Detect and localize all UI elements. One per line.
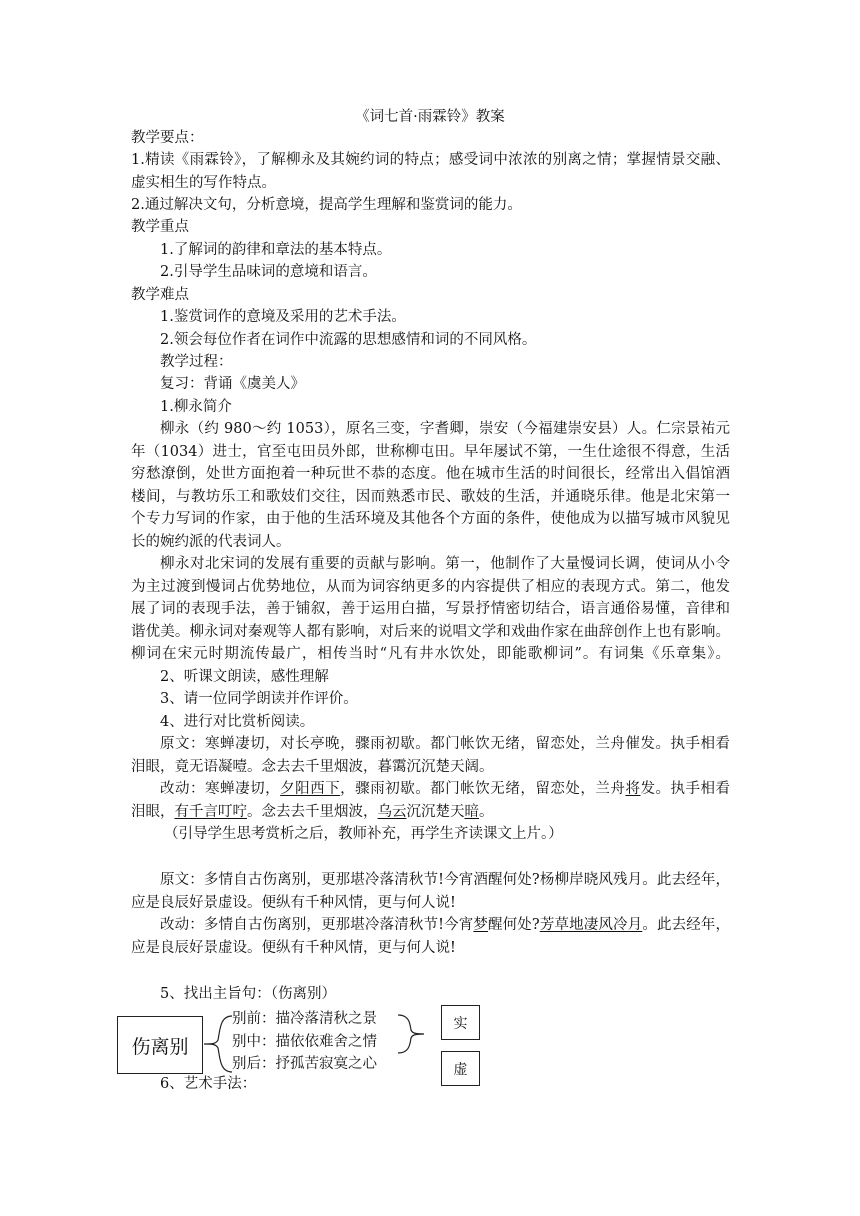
key-point-1-line-2: 虚实相生的写作特点。 — [131, 175, 276, 191]
difficulty-item-2: 2.领会每位作者在词作中流露的思想感情和词的不同风格。 — [160, 332, 537, 348]
bio-line-5: 个专力写词的作家，由于他的生活环境及其他各个方面的条件，使他成为以描写城市风貌见 — [131, 511, 730, 527]
mod1-l2-text-b: 。念去去千里烟波， — [247, 804, 378, 820]
bio-line-4: 楼间，与教坊乐工和歌妓们交往，因而熟悉市民、歌妓的生活，并通晓乐律。他是北宋第一 — [131, 489, 730, 505]
mod1-underline-1: 夕阳西下 — [280, 781, 341, 797]
focus-item-2: 2.引导学生品味词的意境和语言。 — [160, 264, 377, 280]
mod1-l2-underline-1: 有千言叮咛 — [174, 804, 247, 820]
document-title: 《词七首·雨霖铃》教案 — [355, 109, 505, 125]
mod1-underline-2: 将 — [625, 781, 641, 797]
real-box: 实 — [441, 1005, 480, 1040]
influence-line-1: 柳永对北宋词的发展有重要的贡献与影响。第一，他制作了大量慢词长调，使词从小令 — [160, 556, 730, 572]
intro-heading: 1.柳永简介 — [160, 399, 232, 415]
mod1-text-a: 改动：寒蝉凄切， — [160, 781, 281, 797]
mod1-l2-underline-3: 暗 — [464, 804, 479, 820]
mod1-text-c: 发。执手相看 — [640, 781, 731, 797]
branch-before: 别前：描冷落清秋之景 — [232, 1011, 377, 1027]
influence-line-4: 谐优美。柳永词对秦观等人都有影响，对后来的说唱文学和戏曲作家在曲辞创作上也有影响。 — [131, 624, 730, 640]
influence-line-3: 展了词的表现手法，善于铺叙，善于运用白描，写景抒情密切结合，语言通俗易懂，音律和 — [131, 601, 730, 617]
original-1-line-2: 泪眼，竟无语凝噎。念去去千里烟波，暮霭沉沉楚天阔。 — [131, 759, 494, 775]
mod2-text-a: 改动：多情自古伤离别，更那堪冷落清秋节!今宵 — [160, 917, 474, 933]
virtual-box: 虚 — [441, 1051, 480, 1086]
original-1-line-1: 原文：寒蝉凄切，对长亭晚，骤雨初歇。都门帐饮无绪，留恋处，兰舟催发。执手相看 — [160, 736, 730, 752]
teacher-note: （引导学生思考赏析之后，教师补充，再学生齐读课文上片。） — [164, 826, 563, 842]
influence-line-2: 为主过渡到慢词占优势地位，从而为词容纳更多的内容提供了相应的表现方式。第二，他发 — [131, 579, 730, 595]
mod1-l2-text-d: 。 — [479, 804, 494, 820]
key-point-2: 2.通过解决文句，分析意境，提高学生理解和鉴赏词的能力。 — [131, 197, 522, 213]
bio-line-1: 柳永（约 980～约 1053），原名三变，字耆卿，崇安（今福建崇安县）人。仁宗景祐元 — [160, 421, 730, 437]
step-5: 5、找出主旨句：（伤离别） — [160, 986, 336, 1002]
left-brace — [204, 1016, 232, 1072]
right-brace — [398, 1015, 424, 1053]
review-line: 复习：背诵《虞美人》 — [160, 376, 305, 392]
step-3: 3、请一位同学朗读并作评价。 — [160, 691, 358, 707]
original-2-line-2: 应是良辰好景虚设。便纵有千种风情，更与何人说! — [131, 895, 456, 911]
mod2-text-c: 。此去经年， — [642, 917, 731, 933]
key-points-heading: 教学要点： — [131, 130, 204, 146]
mod1-text-b: ，骤雨初歇。都门帐饮无绪，留恋处，兰舟 — [340, 781, 626, 797]
bio-line-6: 长的婉约派的代表词人。 — [131, 534, 291, 550]
mod2-text-b: 醒何处? — [488, 917, 540, 933]
mod1-l2-underline-2: 乌云 — [377, 804, 407, 820]
original-2-line-1: 原文：多情自古伤离别，更那堪冷落清秋节!今宵酒醒何处?杨柳岸晓风残月。此去经年， — [160, 872, 730, 888]
key-point-1-line-1: 1.精读《雨霖铃》，了解柳永及其婉约词的特点；感受词中浓浓的别离之情；掌握情景交融、 — [131, 152, 730, 168]
process-heading: 教学过程： — [160, 354, 233, 370]
theme-box: 伤离别 — [117, 1016, 203, 1074]
mod1-l2-text-c: 沉沉楚天 — [406, 804, 465, 820]
mod2-underline-1: 梦 — [473, 917, 489, 933]
branch-after: 别后：抒孤苦寂寞之心 — [232, 1056, 377, 1072]
modified-2-line-2: 应是良辰好景虚设。便纵有千种风情，更与何人说! — [131, 940, 456, 956]
mod1-l2-text-a: 泪眼， — [131, 804, 175, 820]
bio-line-3: 穷愁潦倒，处世方面抱着一种玩世不恭的态度。他在城市生活的时间很长，经常出入倡馆酒 — [131, 466, 730, 482]
focus-heading: 教学重点 — [131, 219, 189, 235]
difficulty-heading: 教学难点 — [131, 287, 189, 303]
focus-item-1: 1.了解词的韵律和章法的基本特点。 — [160, 242, 392, 258]
step-2: 2、听课文朗读，感性理解 — [160, 669, 329, 685]
difficulty-item-1: 1.鉴赏词作的意境及采用的艺术手法。 — [160, 309, 406, 325]
step-6: 6、艺术手法： — [160, 1076, 257, 1092]
branch-during: 别中：描依依难舍之情 — [232, 1034, 377, 1050]
bio-line-2: 年（1034）进士，官至屯田员外郎，世称柳屯田。早年屡试不第，一生仕途很不得意，生活 — [131, 444, 730, 460]
step-4: 4、进行对比赏析阅读。 — [160, 714, 315, 730]
mod2-underline-2: 芳草地凄风冷月 — [539, 917, 643, 933]
influence-line-5: 柳词在宋元时期流传最广，相传当时“凡有井水饮处，即能歌柳词”。有词集《乐章集》。 — [131, 646, 730, 662]
